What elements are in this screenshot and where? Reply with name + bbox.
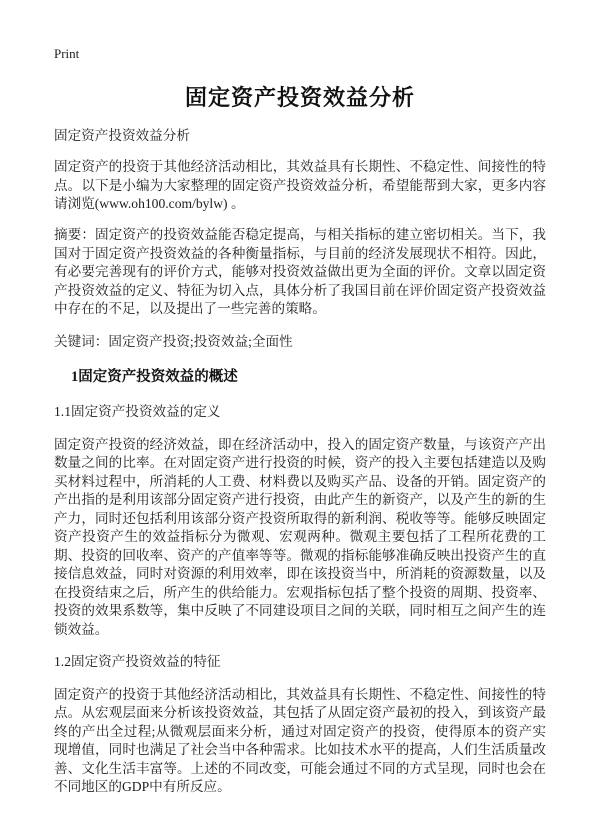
keywords-line: 关键词：固定资产投资;投资效益;全面性: [54, 333, 293, 349]
section-heading-1: 1固定资产投资效益的概述: [71, 369, 238, 385]
page-title: 固定资产投资效益分析: [184, 85, 415, 110]
subsection-heading-1-1: 1.1固定资产投资效益的定义: [54, 404, 221, 419]
subsection-1-1-body: 固定资产投资的经济效益，即在经济活动中，投入的固定资产数量，与该资产产出数量之间的比率。在对固定资产进行投资的时候，资产的投入主要包括建造以及购买材料过程中，所消耗的人工费、材料费以及购买产品、设备的开销。固定资产的产出指的是利用该部分固定资产进行投资，由此产生的新资产，以及产生的新的生产力，同时还包括利用该部分资产投资所取得的新利润、税收等等。能够反映固定资产投资产生的效益指标分为微观、宏观两种。微观主要包括了工程所花费的工期、投资的回收率、资产的产值率等等。微观的指标能够准确反映出投资产生的直接信息效益，同时对资源的利用效率，即在该投资当中，所消耗的资源数量，以及在投资结束之后，所产生的供给能力。宏观指标包括了整个投资的周期、投资率、投资的效果系数等，集中反映了不同建设项目之间的关联，同时相互之间产生的连锁效益。: [54, 436, 546, 637]
document-subtitle: 固定资产投资效益分析: [54, 128, 190, 143]
subsection-heading-1-2: 1.2固定资产投资效益的特征: [54, 654, 221, 669]
print-link[interactable]: Print: [54, 46, 80, 61]
intro-paragraph: 固定资产的投资于其他经济活动相比，其效益具有长期性、不稳定性、间接性的特点。以下是小编为大家整理的固定资产投资效益分析，希望能帮到大家，更多内容请浏览(www.oh100.com/bylw) 。: [54, 159, 546, 211]
abstract-paragraph: 摘要：固定资产的投资效益能否稳定提高，与相关指标的建立密切相关。当下，我国对于固定资产投资效益的各种衡量指标，与目前的经济发展现状不相符。因此，有必要完善现有的评价方式，能够对投资效益做出更为全面的评价。文章以固定资产投资效益的定义、特征为切入点，具体分析了我国目前在评价固定资产投资效益中存在的不足，以及提出了一些完善的策略。: [54, 227, 546, 316]
subsection-1-2-body: 固定资产的投资于其他经济活动相比，其效益具有长期性、不稳定性、间接性的特点。从宏观层面来分析该投资效益，其包括了从固定资产最初的投入，到该资产最终的产出全过程;从微观层面来分析，通过对固定资产的投资，使得原本的资产实现增值，同时也满足了社会当中各种需求。比如技术水平的提高，人们生活质量改善、文化生活丰富等。上述的不同改变，可能会通过不同的方式呈现，同时也会在不同地区的GDP中有所反应。: [54, 686, 546, 794]
